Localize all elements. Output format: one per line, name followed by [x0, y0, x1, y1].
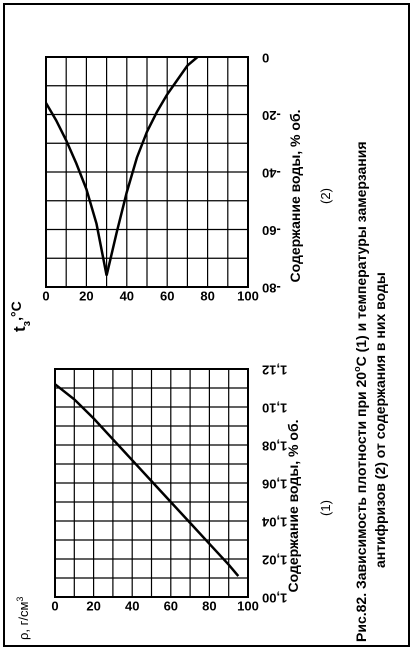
chart-2-tick-labels [42, 51, 280, 304]
chart-2-xlabel: Содержание воды, % об. [287, 109, 303, 283]
chart-1-tick-labels [51, 363, 287, 614]
chart-1-ylabel-sup: 3 [15, 596, 25, 602]
chart-1-series-line [55, 384, 238, 576]
x-tick-label: 0 [51, 598, 59, 614]
chart-1-xlabel: Содержание воды, % об. [285, 419, 301, 593]
x-tick-label: 60 [163, 598, 179, 614]
y-tick-label: 1,02 [262, 552, 288, 568]
y-tick-label: 1,06 [262, 476, 288, 492]
chart-2-series-line [46, 57, 198, 276]
chart-1 [15, 363, 333, 640]
chart-1-grid [55, 369, 248, 597]
x-tick-label: 20 [79, 288, 94, 304]
chart-2-ylabel-unit: ,°C [8, 301, 24, 321]
y-tick-label: 1,04 [262, 514, 288, 530]
y-tick-label: 0 [262, 50, 270, 66]
y-tick-label: 1,10 [262, 400, 288, 416]
y-tick-label: -80 [262, 280, 281, 296]
x-tick-label: 80 [200, 288, 215, 304]
y-tick-label: -40 [262, 165, 281, 181]
y-tick-label: -20 [262, 108, 281, 124]
chart-2-ylabel-sub: з [21, 320, 33, 327]
x-tick-label: 80 [202, 598, 217, 614]
chart-2-grid [46, 57, 248, 287]
chart-1-ylabel: ρ, $г/см^3$ [15, 596, 31, 640]
x-tick-label: 0 [42, 288, 50, 304]
y-tick-label: -60 [262, 223, 281, 239]
x-tick-label: 40 [119, 288, 135, 304]
y-tick-label: 1,12 [262, 362, 288, 378]
x-tick-label: 100 [237, 288, 259, 304]
x-tick-label: 60 [159, 288, 175, 304]
chart-2-panel-label: (2) [318, 188, 333, 204]
caption-degree-sup: о [352, 366, 362, 372]
caption [352, 141, 388, 642]
y-tick-label: 1,00 [262, 590, 288, 606]
y-tick-label: 1,08 [262, 438, 288, 454]
caption-line-1: Рис.82. Зависимость плотности при $20^оС$ (1) и температуры замерзания [352, 141, 369, 642]
x-tick-label: 40 [124, 598, 140, 614]
chart-2-ylabel: $t_з^{,^\circ C}$ [8, 301, 33, 332]
chart-1-panel-label: (1) [318, 500, 333, 516]
x-tick-label: 20 [86, 598, 101, 614]
x-tick-label: 100 [237, 598, 259, 614]
caption-line-2: антифризов (2) от содержания в них воды [372, 272, 388, 568]
chart-2 [8, 51, 333, 332]
rotated-content [8, 51, 388, 642]
